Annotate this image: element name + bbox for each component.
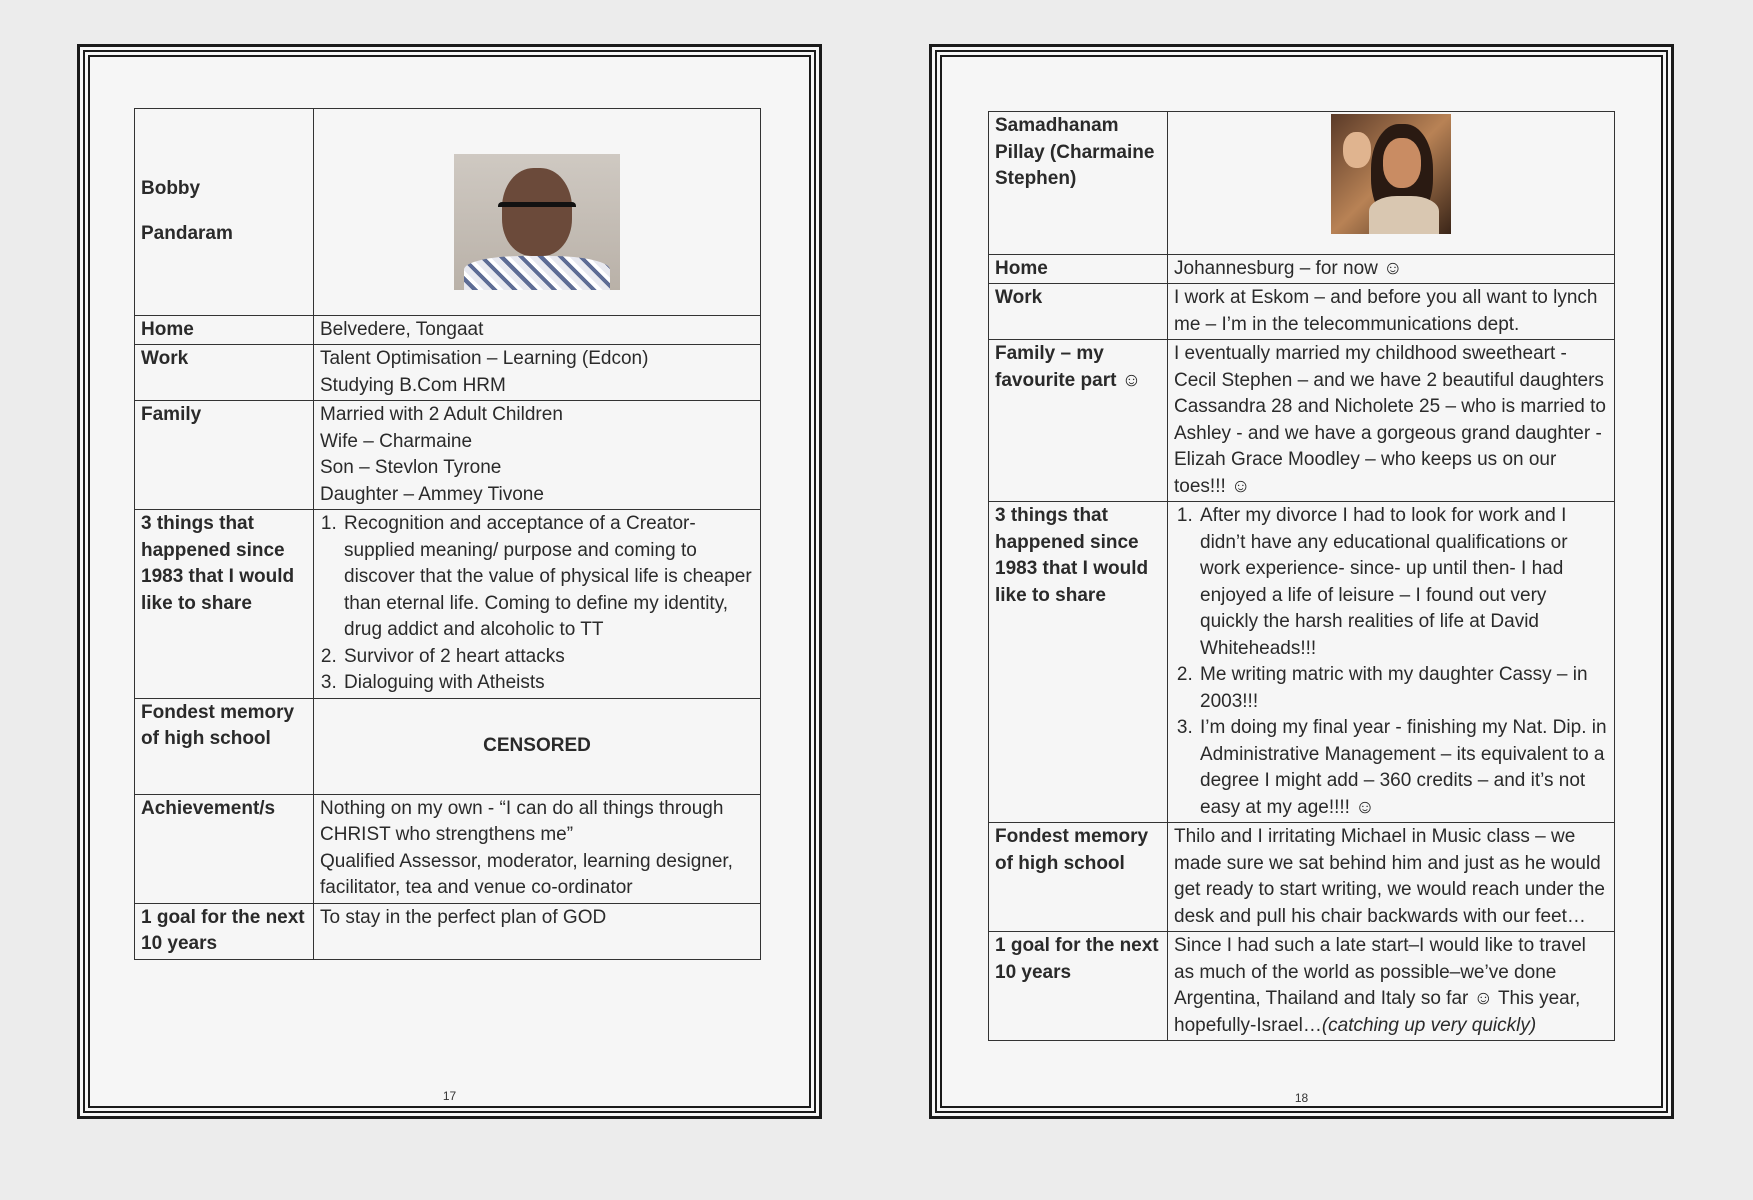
family-label: Family – my favourite part ☺: [989, 340, 1168, 502]
things-value: [314, 510, 761, 699]
profile-table-samadhanam: [988, 111, 1615, 1041]
goal-label: 1 goal for the next 10 years: [135, 903, 314, 959]
goal-row: [135, 903, 761, 959]
profile-table-bobby: [134, 108, 761, 960]
family-value: I eventually married my childhood sweetheart - Cecil Stephen – and we have 2 beautiful daughters Cassandra 28 and Nicholete 25 – who is married to Ashley - and we have a gorgeous grand daughter - Elizah Grace Moodley – who keeps us on our toes!!! ☺: [1168, 340, 1615, 502]
photo-cell: [314, 109, 761, 316]
goal-value: [1168, 932, 1615, 1041]
name-row: [135, 109, 761, 316]
name-last: Pandaram: [141, 222, 233, 244]
family-line: Daughter – Ammey Tivone: [320, 483, 544, 505]
page-number: 18: [1294, 1091, 1309, 1105]
profile-photo: [454, 154, 620, 290]
name-cell: [135, 109, 314, 316]
family-value: [314, 401, 761, 510]
things-label: 3 things that happened since 1983 that I would like to share: [135, 510, 314, 699]
list-item: 1. Recognition and acceptance of a Creator-supplied meaning/ purpose and coming to discover that the value of physical life is cheaper than eternal life. Coming to define my identity, drug addict and alcoholic to TT: [342, 511, 754, 644]
family-row: [135, 401, 761, 510]
work-label: Work: [989, 284, 1168, 340]
list-item: 2. Me writing matric with my daughter Cassy – in 2003!!!: [1198, 662, 1608, 715]
page-17: [77, 44, 822, 1119]
things-label: 3 things that happened since 1983 that I would like to share: [989, 502, 1168, 823]
profile-photo: [1331, 114, 1451, 234]
photo-cell: [1168, 112, 1615, 255]
memory-label: Fondest memory of high school: [989, 823, 1168, 932]
achievement-row: [135, 794, 761, 903]
things-value: [1168, 502, 1615, 823]
home-value: Belvedere, Tongaat: [314, 315, 761, 345]
family-line: Son – Stevlon Tyrone: [320, 457, 502, 478]
home-label: Home: [989, 254, 1168, 284]
name-first: Bobby: [141, 178, 201, 200]
family-line: Wife – Charmaine: [320, 430, 473, 452]
things-list: [1174, 503, 1608, 821]
family-row: [989, 340, 1615, 502]
things-row: [135, 510, 761, 699]
name-row: [989, 112, 1615, 255]
list-item: 2. Survivor of 2 heart attacks: [342, 644, 754, 671]
things-row: [989, 502, 1615, 823]
page-18: [929, 44, 1674, 1119]
goal-value: To stay in the perfect plan of GOD: [314, 903, 761, 959]
goal-text: Since I had such a late start–I would like to travel as much of the world as possible–we’ve done Argentina, Thailand and Italy so far ☺ This year, hopefully-Israel…: [1174, 935, 1586, 1036]
list-item: 1. After my divorce I had to look for work and I didn’t have any educational qualifications or work experience- since- up until then- I had enjoyed a life of leisure – I found out very quickly the harsh realities of life at David Whiteheads!!!: [1198, 503, 1608, 662]
goal-text-italic: (catching up very quickly): [1321, 1014, 1537, 1036]
home-row: [135, 315, 761, 345]
goal-label: 1 goal for the next 10 years: [989, 932, 1168, 1041]
name-cell: Samadhanam Pillay (Charmaine Stephen): [989, 112, 1168, 255]
memory-row: [989, 823, 1615, 932]
work-line: Talent Optimisation – Learning (Edcon): [320, 348, 649, 369]
work-line: Studying B.Com HRM: [320, 374, 506, 396]
list-item: 3. Dialoguing with Atheists: [342, 670, 754, 697]
memory-label: Fondest memory of high school: [135, 698, 314, 794]
work-label: Work: [135, 345, 314, 401]
work-value: [314, 345, 761, 401]
page-number: 17: [442, 1089, 457, 1103]
memory-value: Thilo and I irritating Michael in Music class – we made sure we sat behind him and just as he would get ready to start writing, we would reach under the desk and pull his chair backwards with our feet…: [1168, 823, 1615, 932]
achievement-line: Nothing on my own - “I can do all things through CHRIST who strengthens me”: [320, 797, 724, 845]
family-label: Family: [135, 401, 314, 510]
work-row: [135, 345, 761, 401]
home-value: Johannesburg – for now ☺: [1168, 254, 1615, 284]
work-value: I work at Eskom – and before you all want to lynch me – I’m in the telecommunications dept.: [1168, 284, 1615, 340]
work-row: [989, 284, 1615, 340]
achievement-label: Achievement/s: [135, 794, 314, 903]
goal-row: [989, 932, 1615, 1041]
home-label: Home: [135, 315, 314, 345]
family-line: Married with 2 Adult Children: [320, 404, 563, 425]
achievement-line: Qualified Assessor, moderator, learning designer, facilitator, tea and venue co-ordinator: [320, 850, 733, 898]
achievement-value: [314, 794, 761, 903]
list-item: 3. I’m doing my final year - finishing my Nat. Dip. in Administrative Management – its equivalent to a degree I might add – 360 credits – and it’s not easy at my age!!!! ☺: [1198, 715, 1608, 821]
censored-label: CENSORED: [314, 698, 761, 794]
memory-row: [135, 698, 761, 794]
things-list: [320, 511, 754, 697]
home-row: [989, 254, 1615, 284]
